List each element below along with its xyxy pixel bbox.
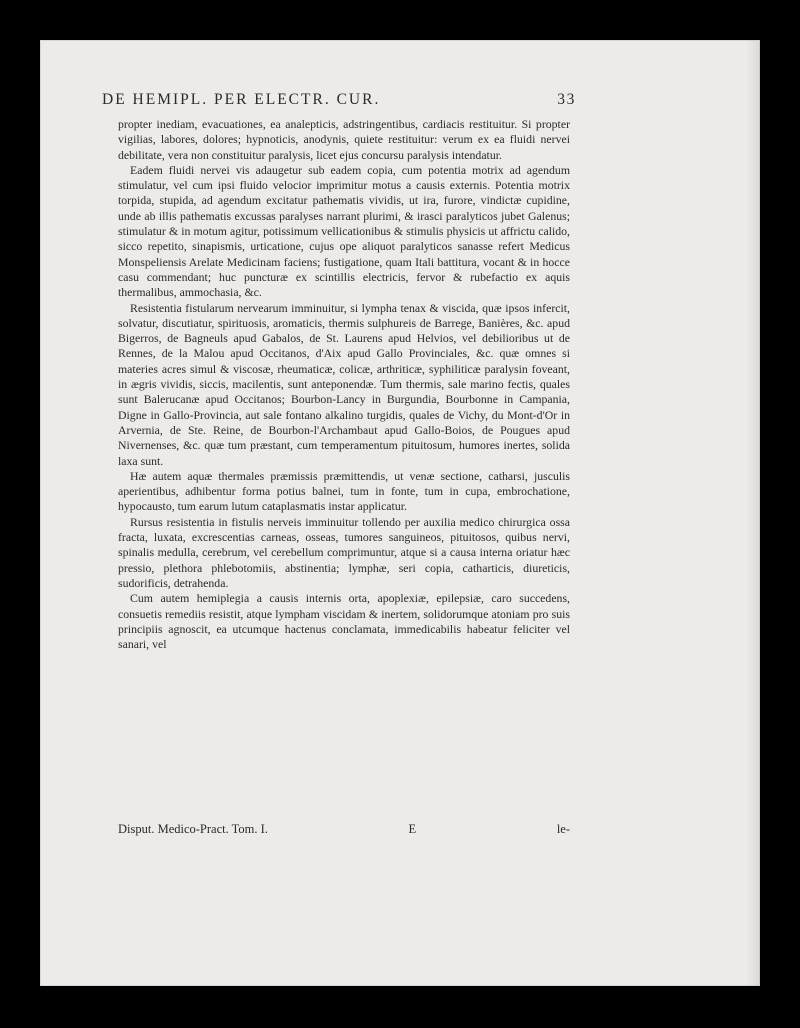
paragraph-1: propter inediam, evacuationes, ea analepticis, adstringentibus, cardiacis restituitur. Si propter vigilias, labores, dolores; hypnoticis, anodynis, quiete restituitur: verum ex ea fluidi nervei debilitate, vera non constituitur paralysis, licet ejus concursu paralysis intendatur. [118,117,570,162]
catchword: le- [556,822,570,836]
paragraph-5: Rursus resistentia in fistulis nerveis imminuitur tollendo per auxilia medico chirurgica ossa fracta, luxata, excrescentias carneas, osseas, tumores sanguineos, pituitosos, quibus nervi, spinalis medulla, cerebrum, vel cerebellum comprimuntur, atque si a causa interna oriatur hæc pressio, plethora phlebotomiis, abstinentia; lymphæ, seri copia, catharticis, diureticis, sudorificis, detrahenda. [118,514,570,590]
signature-mark: E [408,822,417,836]
page-number: 33 [557,91,576,108]
page-edge-shadow [746,40,760,986]
running-header [102,91,576,109]
running-title: DE HEMIPL. PER ELECTR. CUR. [102,91,381,108]
paragraph-6: Cum autem hemiplegia a causis internis orta, apoplexiæ, epilepsiæ, caro succedens, consuetis remediis resistit, atque lympham viscidam & inertem, solidorumque atoniam pro suis principiis agnoscit, ea utcumque hactenus conclamata, immedicabilis habeatur feliciter vel sanari, vel [118,591,570,652]
paragraph-2: Eadem fluidi nervei vis adaugetur sub eadem copia, cum potentia motrix ad agendum stimulatur, vel cum ipsi fluido velocior imprimitur motus a causis externis. Potentia motrix torpida, stupida, ad agendum excitatur pathematis vividis, ut ira, furore, vindictæ cupidine, unde ab illis pathematis excussas paralyses narrant plurimi, & irasci paralyticos jubet Galenus; stimulatur & in motum agitur, potissimum vellicationibus & stimulis physicis ut affrictu calido, sicco repetito, sinapismis, urticatione, cujus ope aliquot paralyticos sanasse refert Medicus Monspeliensis Arelate Medicinam faciens; fustigatione, quam Itali battitura, vocant & in hocce casu commendant; huc puncturæ ex scintillis electricis, fervor & rubefactio ex aquis thermalibus, ammochasia, &c. [118,162,570,300]
body-text [118,117,570,652]
scanned-page [40,40,760,986]
footer-source: Disput. Medico-Pract. Tom. I. [118,822,268,836]
paragraph-3: Resistentia fistularum nervearum imminuitur, si lympha tenax & viscida, quæ ipsos infercit, solvatur, discutiatur, spirituosis, aromaticis, thermis sulphureis de Barrege, Banières, &c. apud Bigerros, de Bagneuls apud Gabalos, de St. Laurens apud Helvios, vel debilioribus ut de Rennes, de la Malou apud Occitanos, d'Aix apud Gallo Provinciales, &c. quæ omnes si materies acres simul & viscosæ, rheumaticæ, colicæ, arthriticæ, syphiliticæ paralysin foveant, in ægris vividis, siccis, macilentis, sunt anteponendæ. Tum thermis, sale marino fectis, quales sunt Balerucanæ apud Occitanos; Bourbon-Lancy in Burgundia, Bourbonne in Campania, Digne in Gallo-Provincia, aut sale fontano alkalino turgidis, quales de Vichy, du Mont-d'Or in Arvernia, de Ste. Reine, de Bourbon-l'Archambaut apud Gallo-Boios, de Pougues apud Nivernenses, &c. quæ tum præstant, cum temperamentum pituitosum, humores inertes, solida laxa sunt. [118,300,570,468]
page-footer [118,822,570,837]
paragraph-4: Hæ autem aquæ thermales præmissis præmittendis, ut venæ sectione, catharsi, jusculis aperientibus, adhibentur forma potius balnei, tum in fonte, tum in cupa, embrochatione, hypocausto, tum earum lutum cataplasmatis instar applicatur. [118,468,570,514]
